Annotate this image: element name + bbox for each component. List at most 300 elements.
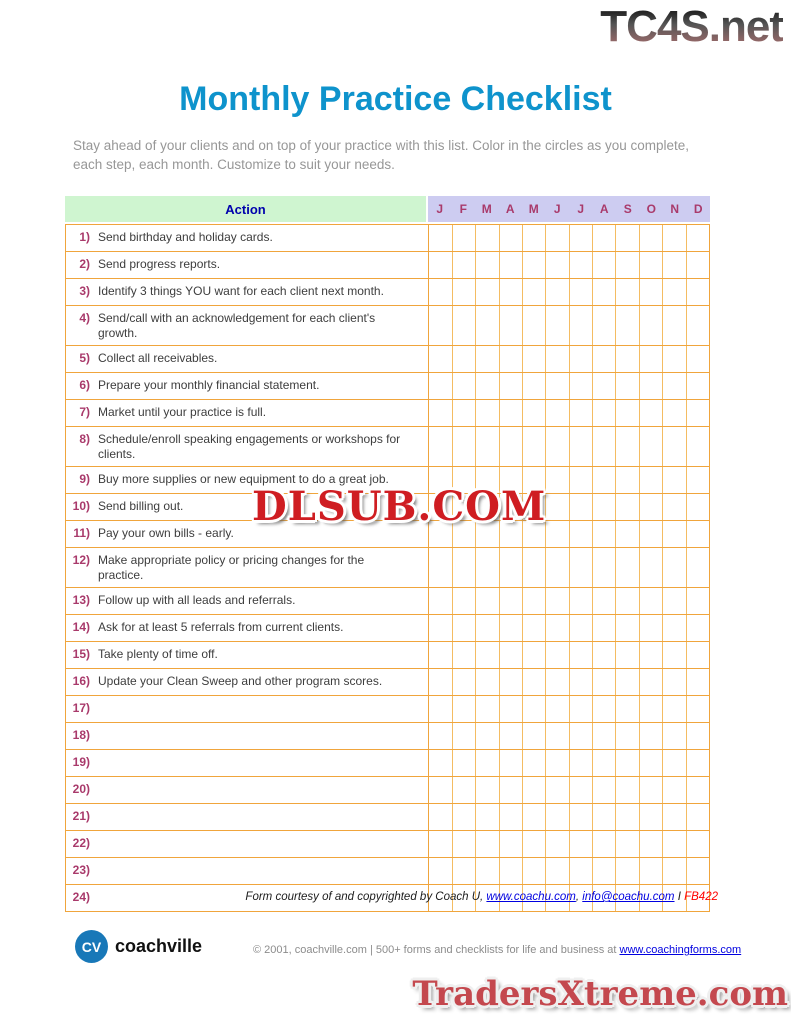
month-cell [662,400,685,426]
month-cell [662,548,685,587]
month-cell [522,346,545,372]
month-cell [545,346,568,372]
month-cell [499,427,522,466]
month-cell [452,642,475,668]
month-cell [592,750,615,776]
month-cells [428,400,710,426]
table-row [66,306,710,346]
month-headers [428,196,710,222]
row-number: 16) [72,674,90,688]
row-number: 19) [72,755,90,769]
month-header-label: M [528,202,539,216]
month-cell [475,858,498,884]
month-cell [522,548,545,587]
month-cell [569,804,592,830]
month-cell [522,750,545,776]
table-row [66,588,710,615]
month-cell [452,400,475,426]
month-cell [592,521,615,547]
table-row [66,427,710,467]
action-cell [66,346,428,372]
month-header-label: F [459,202,467,216]
month-cell [475,723,498,749]
action-cell [66,588,428,614]
month-cell [592,831,615,857]
month-cell [522,252,545,278]
month-cell [545,642,568,668]
table-row [66,750,710,777]
month-cell [639,306,662,345]
month-cell [686,521,709,547]
month-cell [475,588,498,614]
month-cell [569,669,592,695]
month-cell [569,777,592,803]
month-cell [545,400,568,426]
month-cell [662,615,685,641]
month-cell [592,279,615,305]
action-cell [66,427,428,466]
month-cell [522,858,545,884]
month-cell [686,804,709,830]
month-cell [428,400,451,426]
month-cell [639,400,662,426]
table-body [65,224,710,912]
action-text [96,755,98,772]
month-cell [686,858,709,884]
month-cells [428,615,710,641]
month-cell [475,252,498,278]
month-cell [452,427,475,466]
coachville-wordmark: coachville [115,936,203,956]
action-cell [66,858,428,884]
month-cell [569,306,592,345]
table-row [66,279,710,306]
action-cell [66,225,428,251]
action-text [96,863,98,880]
month-cell [615,467,638,493]
month-cell [522,427,545,466]
month-cell [545,615,568,641]
table-row [66,615,710,642]
month-cell [475,777,498,803]
month-cells [428,306,710,345]
month-header-label: D [693,202,703,216]
month-cell [545,777,568,803]
action-text: Collect all receivables. [98,351,218,365]
month-cell [639,252,662,278]
month-header-label: O [646,202,656,216]
month-cells [428,225,710,251]
month-cell [569,427,592,466]
month-cell [569,279,592,305]
month-cell [499,373,522,399]
table-row [66,225,710,252]
month-cell [452,373,475,399]
action-text: Send birthday and holiday cards. [98,230,273,244]
month-cell [475,615,498,641]
action-cell [66,669,428,695]
month-cell [499,306,522,345]
month-cell [639,642,662,668]
month-cell [592,588,615,614]
month-cell [662,427,685,466]
row-number: 20) [72,782,90,796]
month-cell [452,750,475,776]
month-cell [592,642,615,668]
month-cell [522,723,545,749]
month-cell [475,225,498,251]
month-cell [545,494,568,520]
row-number: 10) [72,499,90,513]
tc4s-watermark: TC4S.net [600,2,783,51]
month-cell [639,777,662,803]
month-cell [569,494,592,520]
month-cell [615,615,638,641]
table-row [66,804,710,831]
month-header-label: M [481,202,492,216]
month-cell [499,723,522,749]
action-text: Ask for at least 5 referrals from current clients. [98,620,344,634]
table-row [66,400,710,427]
month-cell [615,225,638,251]
month-cell [569,467,592,493]
coachu-email-link[interactable]: info@coachu.com [582,891,675,903]
month-cell [662,467,685,493]
month-cell [662,494,685,520]
month-cell [569,588,592,614]
month-cell [428,669,451,695]
month-cell [686,252,709,278]
row-number: 6) [79,378,90,392]
month-cell [615,400,638,426]
month-cell [499,346,522,372]
table-row [66,373,710,400]
month-cell [428,777,451,803]
month-cell [686,750,709,776]
action-cell [66,279,428,305]
row-number: 7) [79,405,90,419]
month-cell [686,548,709,587]
coachu-link[interactable]: www.coachu.com [486,891,576,903]
table-row [66,831,710,858]
month-cell [475,642,498,668]
month-cell [592,669,615,695]
month-cell [475,548,498,587]
month-cell [662,858,685,884]
month-cells [428,427,710,466]
month-cell [662,225,685,251]
footer-text: Form courtesy of and copyrighted by Coach U, [245,891,487,903]
month-cells [428,804,710,830]
month-cell [428,373,451,399]
row-number: 5) [79,351,90,365]
month-cell [475,427,498,466]
month-cell [662,588,685,614]
row-number: 3) [79,284,90,298]
row-number: 8) [79,432,90,446]
month-cell [639,494,662,520]
month-cell [475,400,498,426]
month-cells [428,548,710,587]
action-cell [66,831,428,857]
month-cell [545,804,568,830]
month-cell [428,225,451,251]
action-text: Pay your own bills - early. [98,526,234,540]
month-cells [428,858,710,884]
month-cell [499,777,522,803]
month-cell [639,615,662,641]
table-row [66,777,710,804]
month-cell [569,615,592,641]
month-cell [662,696,685,722]
month-cell [592,494,615,520]
month-cell [545,858,568,884]
month-cell [662,642,685,668]
month-cell [452,831,475,857]
action-text: Send progress reports. [98,257,221,271]
month-cell [428,279,451,305]
row-number: 14) [72,620,90,634]
month-cell [475,279,498,305]
action-text: Buy more supplies or new equipment to do a great job. [98,472,389,486]
action-text: Update your Clean Sweep and other program scores. [98,674,383,688]
action-cell [66,723,428,749]
month-cell [522,696,545,722]
month-cells [428,252,710,278]
copyright-text: © 2001, coachville.com | 500+ forms and checklists for life and business at [253,944,620,956]
month-cell [452,858,475,884]
month-cell [662,831,685,857]
month-cell [452,777,475,803]
month-cell [662,279,685,305]
month-cell [592,777,615,803]
month-cell [545,373,568,399]
month-cell [428,427,451,466]
month-cell [662,750,685,776]
action-text [96,809,98,826]
month-cell [592,615,615,641]
month-cell [428,252,451,278]
month-cell [452,588,475,614]
month-cell [615,750,638,776]
month-cell [615,777,638,803]
month-cell [615,548,638,587]
month-cell [615,494,638,520]
month-cell [522,831,545,857]
month-cells [428,723,710,749]
action-text [96,782,98,799]
month-cell [545,669,568,695]
table-row [66,858,710,885]
month-cell [545,279,568,305]
table-row [66,252,710,279]
month-cell [522,777,545,803]
row-number: 22) [72,836,90,850]
row-number: 21) [72,809,90,823]
month-cell [639,521,662,547]
action-cell [66,548,428,587]
month-cell [522,804,545,830]
month-cell [639,373,662,399]
month-cells [428,588,710,614]
month-cell [639,548,662,587]
action-text: Take plenty of time off. [98,647,218,661]
month-cell [428,723,451,749]
month-cell [639,696,662,722]
month-cell [615,831,638,857]
table-row [66,696,710,723]
month-cell [569,400,592,426]
month-cell [452,279,475,305]
action-cell [66,373,428,399]
month-cell [499,225,522,251]
month-cell [428,548,451,587]
month-cell [545,548,568,587]
month-header-label: J [577,202,585,216]
footer-separator: , [575,891,583,903]
month-cell [522,588,545,614]
month-cell [522,400,545,426]
table-row [66,723,710,750]
month-cell [662,804,685,830]
month-cell [639,346,662,372]
month-cell [499,804,522,830]
month-cell [615,373,638,399]
action-cell [66,696,428,722]
form-footer [65,891,718,903]
month-header-label: N [670,202,680,216]
month-cell [639,831,662,857]
action-column-header: Action [65,196,426,222]
month-cell [428,306,451,345]
month-cell [615,858,638,884]
month-cells [428,777,710,803]
month-cells [428,373,710,399]
month-cell [569,373,592,399]
month-cell [686,831,709,857]
row-number: 2) [79,257,90,271]
action-text [96,836,98,853]
month-cell [592,548,615,587]
month-cell [592,858,615,884]
month-cell [452,696,475,722]
row-number: 15) [72,647,90,661]
month-cell [569,750,592,776]
row-number: 23) [72,863,90,877]
month-cell [686,777,709,803]
month-cell [499,831,522,857]
month-cell [639,427,662,466]
month-cell [475,831,498,857]
month-cell [639,467,662,493]
action-cell [66,642,428,668]
month-cell [615,346,638,372]
month-cell [615,588,638,614]
month-cell [592,696,615,722]
month-cell [615,306,638,345]
month-cell [475,373,498,399]
month-cell [428,750,451,776]
month-cell [499,858,522,884]
month-cell [686,669,709,695]
month-cell [615,521,638,547]
month-cell [662,723,685,749]
row-number: 12) [72,553,90,567]
month-cell [452,669,475,695]
month-cells [428,642,710,668]
row-number: 11) [73,526,90,540]
month-cell [428,696,451,722]
month-cell [475,750,498,776]
month-cell [686,723,709,749]
row-number: 9) [79,472,90,486]
row-number: 17) [72,701,90,715]
month-cell [639,279,662,305]
month-cell [522,642,545,668]
table-row [66,669,710,696]
month-cell [639,669,662,695]
month-cells [428,750,710,776]
action-text: Prepare your monthly financial statement. [98,378,320,392]
month-cell [522,373,545,399]
month-cell [522,306,545,345]
table-row [66,642,710,669]
month-cells [428,831,710,857]
action-cell [66,306,428,345]
month-cell [428,588,451,614]
month-cell [522,279,545,305]
month-cell [545,427,568,466]
month-cell [499,750,522,776]
row-number: 24) [72,890,90,904]
tradersxtreme-watermark: TradersXtreme.com [412,974,788,1014]
month-cell [499,669,522,695]
month-cell [499,279,522,305]
month-cell [569,723,592,749]
dlsub-watermark: DLSUB.COM [252,483,547,530]
month-cell [686,279,709,305]
month-cells [428,696,710,722]
month-cell [499,548,522,587]
month-cell [639,723,662,749]
action-text: Send billing out. [98,499,184,513]
month-cell [662,373,685,399]
month-cell [428,831,451,857]
month-cells [428,669,710,695]
month-cell [522,225,545,251]
month-cell [475,696,498,722]
month-cell [662,521,685,547]
month-cell [452,615,475,641]
month-header-label: A [505,202,515,216]
action-cell [66,804,428,830]
month-cell [428,858,451,884]
month-cell [452,723,475,749]
month-cell [569,521,592,547]
coachingforms-link[interactable]: www.coachingforms.com [619,944,742,956]
month-cell [545,750,568,776]
month-cell [522,669,545,695]
month-cell [686,615,709,641]
month-cell [545,252,568,278]
row-number: 13) [72,593,90,607]
month-cell [592,373,615,399]
month-cell [615,427,638,466]
cv-logo-icon: CV [75,930,108,963]
month-cell [615,696,638,722]
month-cells [428,346,710,372]
month-cell [545,306,568,345]
